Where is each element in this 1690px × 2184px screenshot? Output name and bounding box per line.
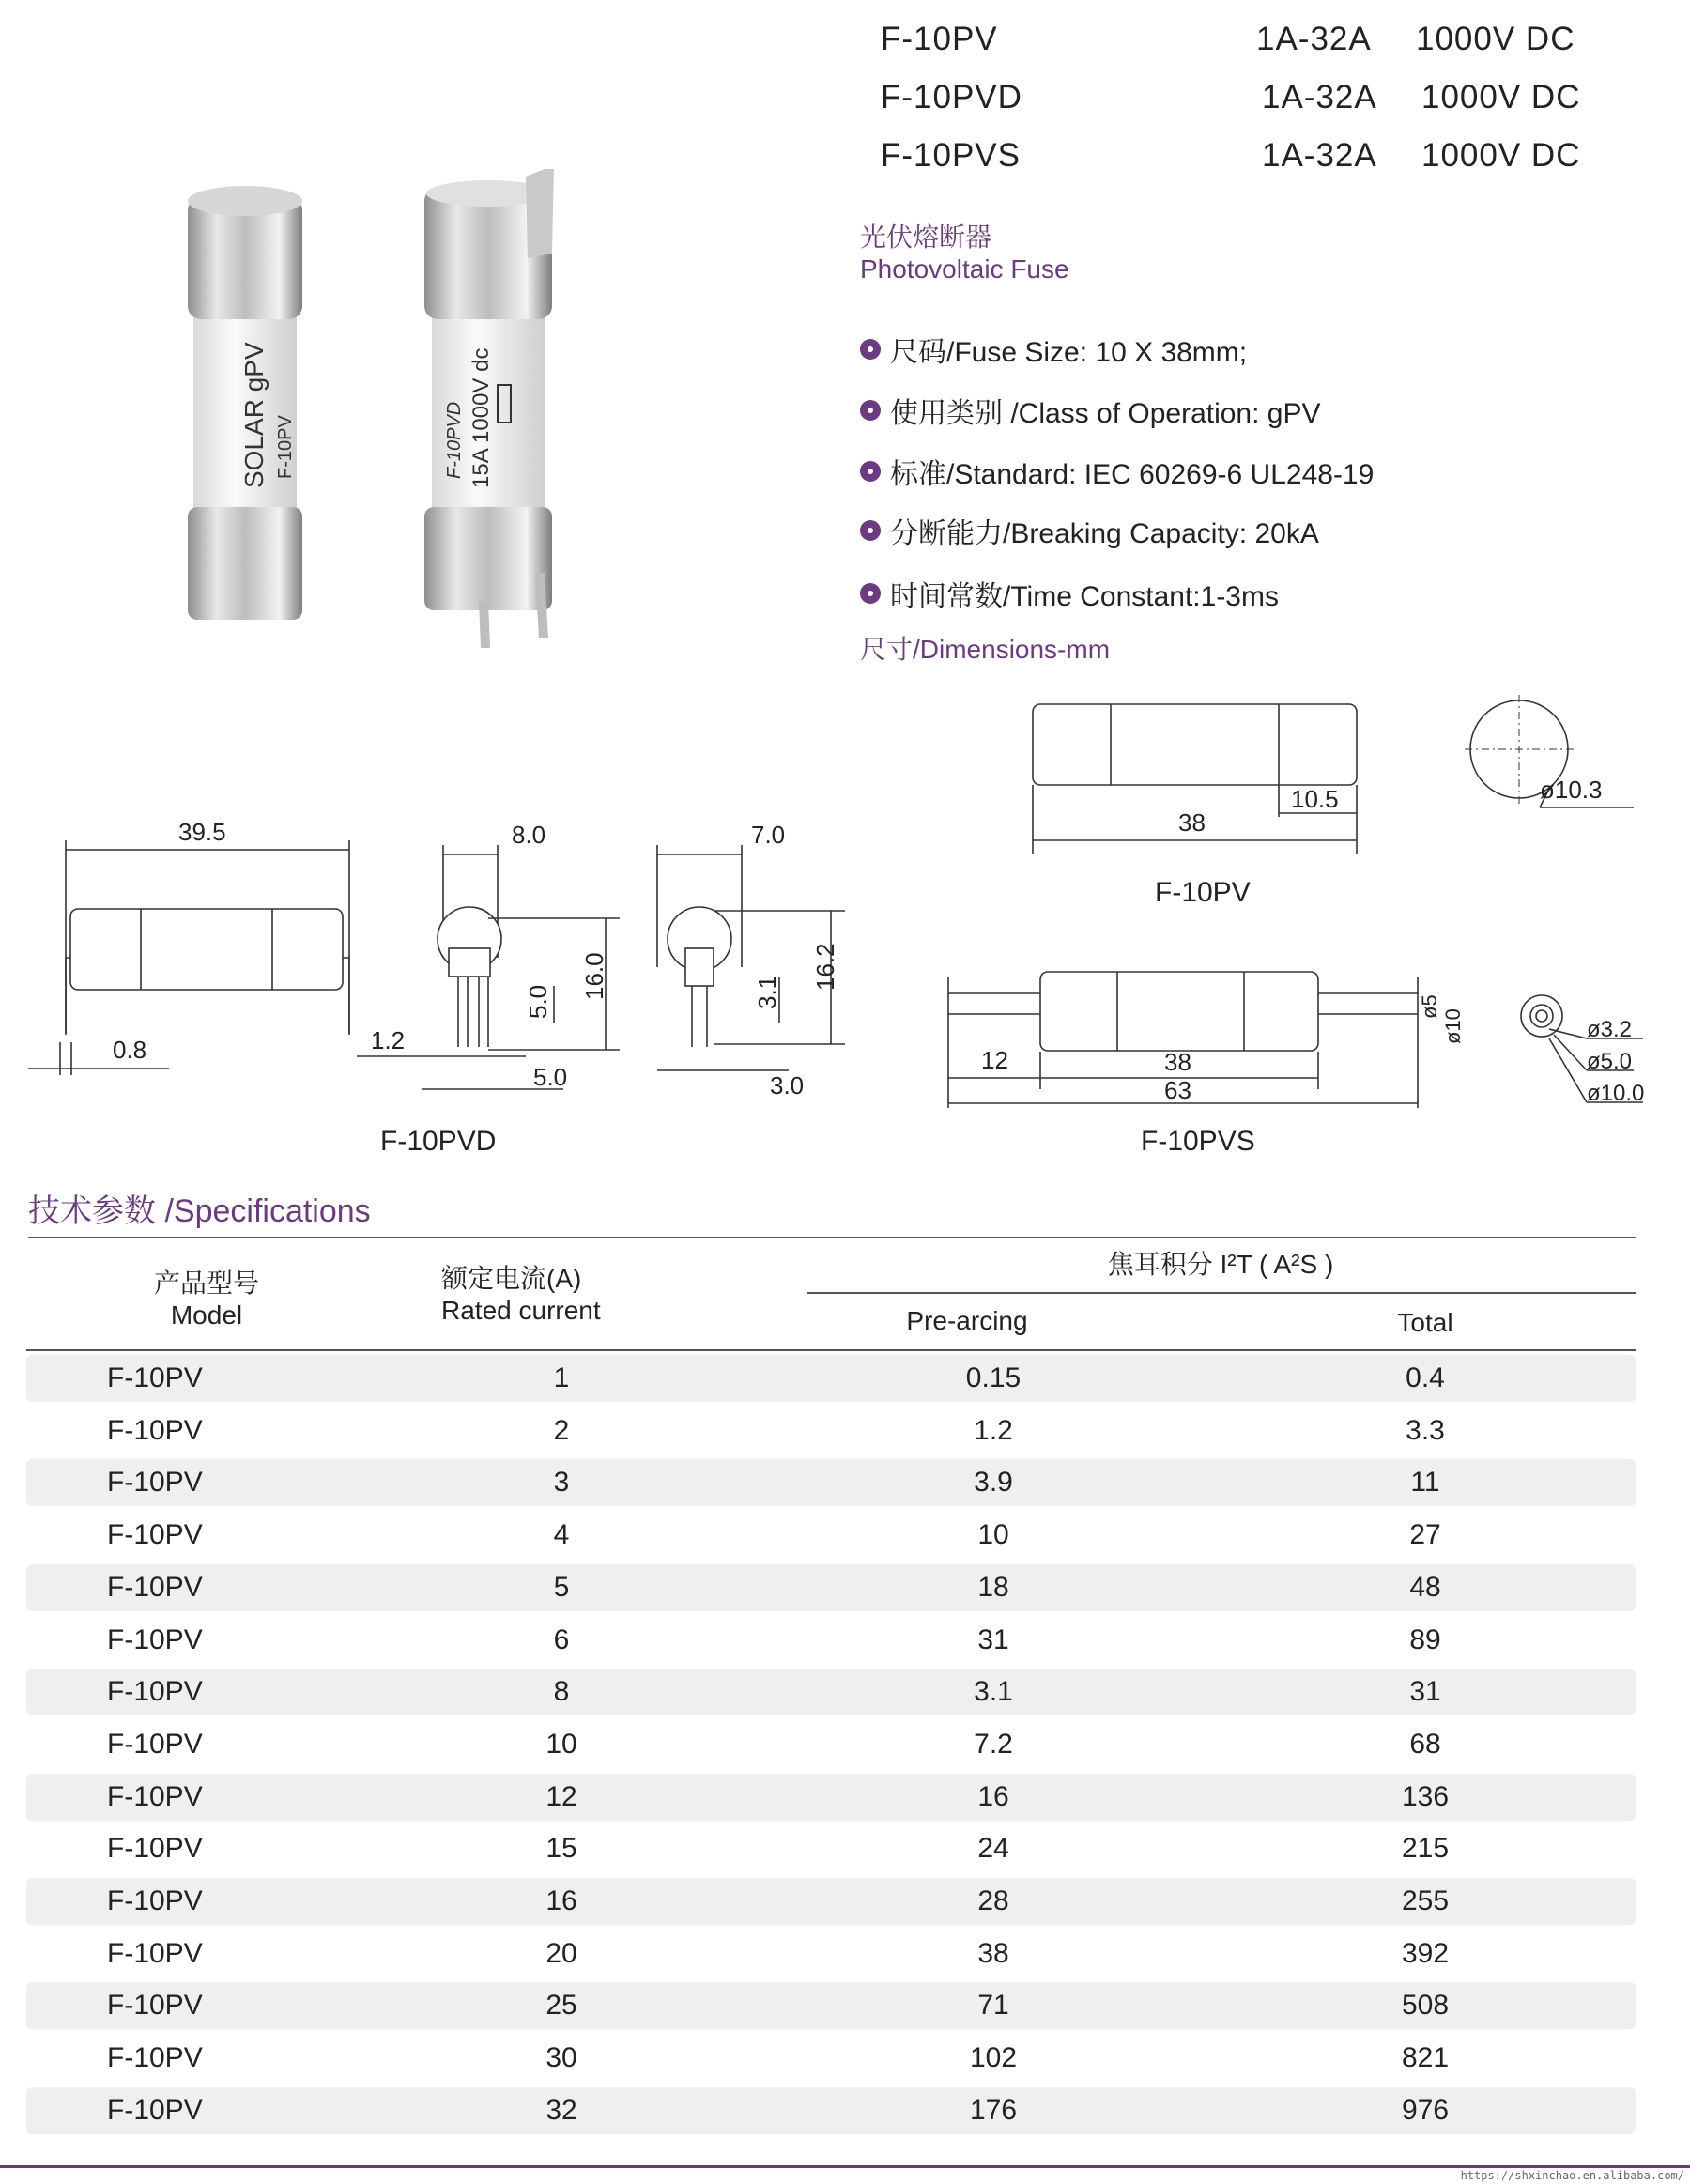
bullet-icon (860, 520, 881, 541)
table-row (26, 1355, 1636, 1402)
table-row (26, 1564, 1636, 1611)
table-row (26, 1825, 1636, 1872)
table-row (26, 1459, 1636, 1506)
watermark: https://shxinchao.en.alibaba.com/ (1460, 2169, 1684, 2182)
cell-pre-arcing: 24 (977, 1833, 1009, 1864)
cell-total: 11 (1410, 1467, 1440, 1498)
cell-model: F-10PV (107, 1519, 203, 1550)
dim-pvs-d2: ø10 (1441, 1008, 1465, 1044)
cell-current: 4 (553, 1519, 570, 1550)
header-model (94, 1268, 319, 1331)
drawing-f10pvs (948, 972, 1643, 1108)
cell-total: 3.3 (1406, 1415, 1445, 1446)
cell-pre-arcing: 3.9 (974, 1467, 1013, 1498)
cell-current: 2 (553, 1415, 570, 1446)
dim-pv-cap: 10.5 (1291, 785, 1339, 813)
label-f10pv: F-10PV (1155, 877, 1251, 908)
table-row (26, 2087, 1636, 2134)
current-range: 1A-32A (1256, 21, 1372, 57)
dim-pvd-mid: 5.0 (524, 984, 552, 1019)
model-name: F-10PV (881, 21, 998, 57)
cell-pre-arcing: 28 (977, 1885, 1009, 1916)
voltage-rating: 1000V DC (1416, 21, 1575, 57)
cell-model: F-10PV (107, 2042, 203, 2073)
cell-total: 0.4 (1406, 1362, 1445, 1393)
cell-pre-arcing: 176 (969, 2095, 1018, 2126)
header-subdivider (807, 1292, 1636, 1294)
cell-model: F-10PV (107, 1885, 203, 1916)
cell-model: F-10PV (107, 1467, 203, 1498)
cell-model: F-10PV (107, 1362, 203, 1393)
svg-text:F-10PV: F-10PV (275, 415, 296, 479)
current-range: 1A-32A (1262, 79, 1377, 115)
dim-pvs-e3: ø10.0 (1587, 1081, 1645, 1106)
dim-pvs-side-width: 7.0 (751, 821, 786, 849)
feature-item (860, 329, 1247, 370)
table-row (26, 1774, 1636, 1821)
cell-model: F-10PV (107, 1572, 203, 1603)
cell-current: 5 (553, 1572, 570, 1603)
cell-total: 31 (1409, 1676, 1441, 1707)
model-name: F-10PVD (881, 79, 1022, 115)
product-title-en: Photovoltaic Fuse (860, 254, 1069, 284)
feature-item (860, 390, 1321, 431)
cell-total: 136 (1401, 1781, 1450, 1812)
bullet-icon (860, 583, 881, 604)
cell-model: F-10PV (107, 2095, 203, 2126)
table-row (26, 2035, 1636, 2082)
cell-total: 68 (1409, 1729, 1441, 1760)
bullet-icon (860, 339, 881, 360)
header-total: Total (1397, 1308, 1453, 1337)
footer-line (0, 2165, 1690, 2168)
dim-pvs-side-base: 3.0 (770, 1071, 805, 1100)
voltage-rating: 1000V DC (1421, 137, 1581, 174)
specs-title: 技术参数 /Specifications (28, 1193, 371, 1229)
table-row (26, 1878, 1636, 1925)
cell-current: 25 (545, 1990, 577, 2021)
cell-current: 15 (545, 1833, 577, 1864)
dim-pvs-side-height: 16.2 (811, 943, 839, 991)
label-f10pvd: F-10PVD (380, 1126, 497, 1157)
bullet-icon (860, 461, 881, 482)
cell-pre-arcing: 0.15 (965, 1362, 1022, 1393)
cell-total: 255 (1401, 1885, 1450, 1916)
product-photo (169, 169, 601, 676)
table-row (26, 1930, 1636, 1977)
feature-item (860, 573, 1279, 614)
table-row (26, 1669, 1636, 1715)
cell-current: 6 (553, 1624, 570, 1655)
dim-pvd-length: 39.5 (178, 818, 226, 846)
cell-pre-arcing: 3.1 (974, 1676, 1013, 1707)
cell-pre-arcing: 7.2 (974, 1729, 1013, 1760)
dim-pvs-lead: 12 (981, 1046, 1008, 1074)
header-model-cn: 产品型号 (153, 1269, 259, 1298)
dim-pvs-e1: ø3.2 (1587, 1017, 1633, 1042)
product-title (860, 222, 1069, 285)
dim-pvs-d1: ø5 (1418, 994, 1441, 1019)
feature-text: 使用类别 /Class of Operation: gPV (890, 398, 1321, 429)
technical-drawings (0, 676, 1690, 1164)
dim-pvd-pin: 0.8 (113, 1036, 147, 1064)
cell-model: F-10PV (107, 1624, 203, 1655)
label-f10pvs: F-10PVS (1141, 1126, 1255, 1157)
cell-total: 89 (1409, 1624, 1441, 1655)
feature-text: 标准/Standard: IEC 60269-6 UL248-19 (890, 459, 1375, 490)
product-title-cn: 光伏熔断器 (860, 223, 992, 252)
cell-pre-arcing: 38 (977, 1938, 1009, 1969)
fuse-photo-2 (424, 169, 554, 648)
dim-pvs-side-mid: 3.1 (753, 975, 781, 1009)
cell-model: F-10PV (107, 1938, 203, 1969)
dim-pvs-body: 38 (1164, 1048, 1191, 1076)
cell-current: 30 (545, 2042, 577, 2073)
cell-current: 16 (545, 1885, 577, 1916)
cell-total: 392 (1401, 1938, 1450, 1969)
cell-pre-arcing: 16 (977, 1781, 1009, 1812)
header-current (441, 1263, 648, 1327)
feature-item (860, 451, 1374, 492)
dim-pvd-base: 5.0 (533, 1063, 568, 1091)
header-current-en: Rated current (441, 1296, 601, 1325)
dim-pv-length: 38 (1178, 808, 1206, 837)
cell-total: 215 (1401, 1833, 1450, 1864)
table-row (26, 1982, 1636, 2029)
bullet-icon (860, 400, 881, 421)
cell-current: 1 (553, 1362, 570, 1393)
feature-text: 时间常数/Time Constant:1-3ms (890, 581, 1279, 612)
cell-current: 20 (545, 1938, 577, 1969)
table-row (26, 1617, 1636, 1664)
svg-text:F-10PVD: F-10PVD (444, 401, 465, 479)
cell-model: F-10PV (107, 1990, 203, 2021)
drawing-f10pv (1033, 695, 1634, 854)
cell-model: F-10PV (107, 1781, 203, 1812)
cell-total: 48 (1409, 1572, 1441, 1603)
table-row (26, 1721, 1636, 1768)
header-current-cn: 额定电流(A) (441, 1264, 582, 1293)
dim-pvs-total: 63 (1164, 1076, 1191, 1104)
cell-total: 976 (1401, 2095, 1450, 2126)
svg-text:SOLAR gPV: SOLAR gPV (239, 342, 269, 488)
voltage-rating: 1000V DC (1421, 79, 1581, 115)
cell-total: 508 (1401, 1990, 1450, 2021)
fuse-photo-1 (188, 186, 302, 620)
cell-current: 10 (545, 1729, 577, 1760)
cell-total: 821 (1401, 2042, 1450, 2073)
feature-text: 分断能力/Breaking Capacity: 20kA (890, 518, 1319, 549)
dim-pvs-e2: ø5.0 (1587, 1049, 1633, 1074)
cell-model: F-10PV (107, 1676, 203, 1707)
cell-model: F-10PV (107, 1415, 203, 1446)
feature-text: 尺码/Fuse Size: 10 X 38mm; (890, 337, 1248, 368)
cell-current: 32 (545, 2095, 577, 2126)
header-model-en: Model (170, 1300, 243, 1330)
cell-pre-arcing: 1.2 (974, 1415, 1013, 1446)
dimensions-title: 尺寸/Dimensions-mm (860, 635, 1111, 664)
cell-pre-arcing: 31 (977, 1624, 1009, 1655)
model-name: F-10PVS (881, 137, 1021, 174)
svg-text:15A 1000V dc: 15A 1000V dc (469, 347, 494, 488)
table-row (26, 1512, 1636, 1559)
dim-pvd-width: 8.0 (512, 821, 546, 849)
cell-pre-arcing: 18 (977, 1572, 1009, 1603)
dim-pv-diameter: ø10.3 (1540, 776, 1603, 804)
header-i2t: 焦耳积分 I²T ( A²S ) (1107, 1250, 1334, 1279)
table-row (26, 1407, 1636, 1454)
dim-pvd-pitch: 1.2 (371, 1026, 406, 1054)
current-range: 1A-32A (1262, 137, 1377, 174)
dim-pvd-height: 16.0 (580, 952, 608, 1000)
cell-current: 8 (553, 1676, 570, 1707)
cell-total: 27 (1409, 1519, 1441, 1550)
feature-item (860, 510, 1319, 551)
cell-pre-arcing: 71 (977, 1990, 1009, 2021)
cell-model: F-10PV (107, 1729, 203, 1760)
cell-pre-arcing: 10 (977, 1519, 1009, 1550)
header-pre-arcing: Pre-arcing (906, 1306, 1028, 1335)
cell-pre-arcing: 102 (969, 2042, 1018, 2073)
cell-current: 12 (545, 1781, 577, 1812)
cell-model: F-10PV (107, 1833, 203, 1864)
header-bottom-divider (26, 1349, 1636, 1351)
specs-divider (28, 1237, 1636, 1238)
cell-current: 3 (553, 1467, 570, 1498)
